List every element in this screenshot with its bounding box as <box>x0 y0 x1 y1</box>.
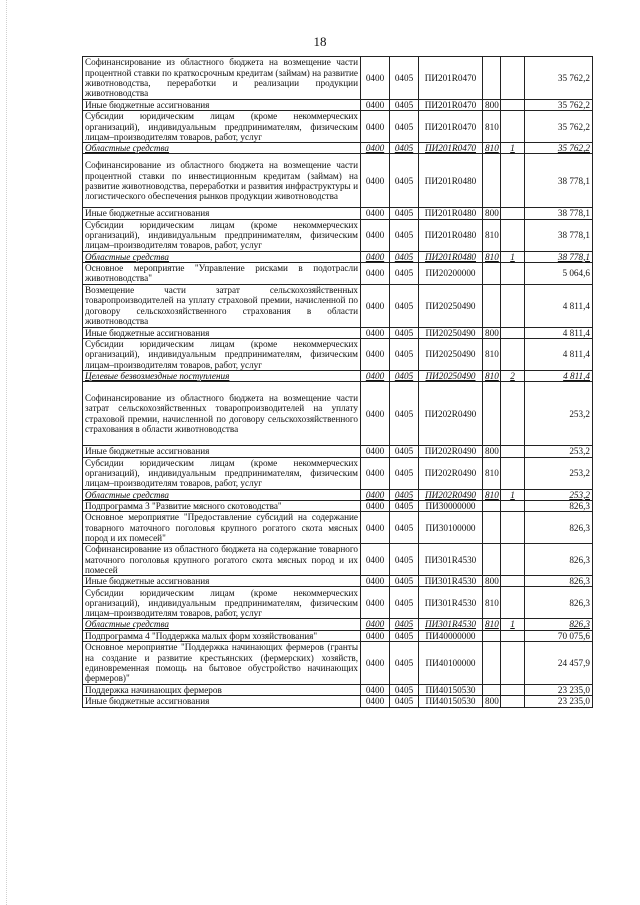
row-funding-source <box>501 446 525 457</box>
row-name: Софинансирование из областного бюджета на возмещение части процентной ставки по краткосрочным кредитам (займам) на развитие животноводства, переработки и реализации продукции животноводства <box>83 57 361 100</box>
row-expense-type <box>483 500 501 511</box>
table-row <box>83 587 593 619</box>
row-ministry-code: 0400 <box>361 642 390 685</box>
row-section-code: 0405 <box>390 143 419 154</box>
row-funding-source <box>501 500 525 511</box>
table-row <box>83 696 593 707</box>
row-name: Подпрограмма 4 "Поддержка малых форм хозяйствования" <box>83 630 361 641</box>
table-row <box>83 143 593 154</box>
row-amount: 826,3 <box>525 512 593 544</box>
row-funding-source <box>501 219 525 251</box>
row-expense-type <box>483 685 501 696</box>
table-row <box>83 446 593 457</box>
row-funding-source <box>501 642 525 685</box>
row-expense-type: 810 <box>483 143 501 154</box>
row-expense-type: 800 <box>483 208 501 219</box>
row-target-code: ПИ201R0470 <box>419 100 483 111</box>
row-target-code: ПИ201R0480 <box>419 208 483 219</box>
row-amount: 35 762,2 <box>525 143 593 154</box>
row-amount: 35 762,2 <box>525 100 593 111</box>
row-target-code: ПИ20200000 <box>419 263 483 285</box>
row-target-code: ПИ202R0490 <box>419 489 483 500</box>
row-funding-source <box>501 512 525 544</box>
table-row <box>83 338 593 370</box>
row-section-code: 0405 <box>390 219 419 251</box>
row-amount: 826,3 <box>525 500 593 511</box>
row-funding-source <box>501 457 525 489</box>
row-expense-type: 810 <box>483 338 501 370</box>
row-expense-type <box>483 263 501 285</box>
row-ministry-code: 0400 <box>361 685 390 696</box>
row-name: Иные бюджетные ассигнования <box>83 327 361 338</box>
row-name: Субсидии юридическим лицам (кроме некоммерческих организаций), индивидуальным предпринимателям, физическим лицам–производителям товаров, работ, услуг <box>83 338 361 370</box>
row-ministry-code: 0400 <box>361 576 390 587</box>
row-ministry-code: 0400 <box>361 263 390 285</box>
row-expense-type: 810 <box>483 457 501 489</box>
row-name: Субсидии юридическим лицам (кроме некоммерческих организаций), индивидуальным предпринимателям, физическим лицам–производителям товаров, работ, услуг <box>83 111 361 143</box>
row-target-code: ПИ301R4530 <box>419 587 483 619</box>
row-amount: 38 778,1 <box>525 251 593 262</box>
row-amount: 23 235,0 <box>525 685 593 696</box>
table-row <box>83 512 593 544</box>
row-section-code: 0405 <box>390 263 419 285</box>
row-amount: 4 811,4 <box>525 370 593 381</box>
row-funding-source <box>501 696 525 707</box>
row-ministry-code: 0400 <box>361 154 390 208</box>
row-section-code: 0405 <box>390 696 419 707</box>
row-amount: 253,2 <box>525 457 593 489</box>
row-amount: 253,2 <box>525 489 593 500</box>
row-funding-source <box>501 587 525 619</box>
row-expense-type: 810 <box>483 219 501 251</box>
row-funding-source <box>501 284 525 327</box>
row-section-code: 0405 <box>390 284 419 327</box>
row-section-code: 0405 <box>390 685 419 696</box>
row-target-code: ПИ201R0480 <box>419 154 483 208</box>
row-expense-type: 810 <box>483 111 501 143</box>
table-row <box>83 457 593 489</box>
table-row <box>83 111 593 143</box>
row-funding-source <box>501 382 525 446</box>
row-target-code: ПИ301R4530 <box>419 619 483 630</box>
row-name: Иные бюджетные ассигнования <box>83 576 361 587</box>
row-funding-source <box>501 338 525 370</box>
row-name: Иные бюджетные ассигнования <box>83 696 361 707</box>
row-target-code: ПИ40100000 <box>419 642 483 685</box>
row-ministry-code: 0400 <box>361 512 390 544</box>
row-name: Иные бюджетные ассигнования <box>83 208 361 219</box>
row-target-code: ПИ201R0470 <box>419 143 483 154</box>
row-funding-source <box>501 111 525 143</box>
row-funding-source <box>501 630 525 641</box>
row-target-code: ПИ20250490 <box>419 370 483 381</box>
row-amount: 35 762,2 <box>525 111 593 143</box>
table-row <box>83 619 593 630</box>
row-amount: 826,3 <box>525 619 593 630</box>
row-name: Софинансирование из областного бюджета на содержание товарного маточного поголовья крупного рогатого скота мясных пород и их помесей <box>83 544 361 576</box>
row-target-code: ПИ20250490 <box>419 327 483 338</box>
table-row <box>83 630 593 641</box>
row-amount: 253,2 <box>525 382 593 446</box>
row-target-code: ПИ301R4530 <box>419 544 483 576</box>
row-amount: 826,3 <box>525 544 593 576</box>
row-expense-type: 800 <box>483 576 501 587</box>
row-section-code: 0405 <box>390 544 419 576</box>
row-section-code: 0405 <box>390 370 419 381</box>
row-funding-source <box>501 57 525 100</box>
row-name: Основное мероприятие "Поддержка начинающих фермеров (гранты на создание и развитие крестьянских (фермерских) хозяйств, единовременная помощь на бытовое обустройство начинающих фермеров)" <box>83 642 361 685</box>
row-ministry-code: 0400 <box>361 284 390 327</box>
row-ministry-code: 0400 <box>361 219 390 251</box>
row-name: Иные бюджетные ассигнования <box>83 100 361 111</box>
row-expense-type: 800 <box>483 696 501 707</box>
row-ministry-code: 0400 <box>361 457 390 489</box>
row-expense-type: 800 <box>483 327 501 338</box>
row-ministry-code: 0400 <box>361 500 390 511</box>
row-target-code: ПИ201R0480 <box>419 219 483 251</box>
row-ministry-code: 0400 <box>361 100 390 111</box>
row-ministry-code: 0400 <box>361 327 390 338</box>
row-expense-type: 810 <box>483 619 501 630</box>
row-name: Областные средства <box>83 143 361 154</box>
row-amount: 4 811,4 <box>525 327 593 338</box>
row-section-code: 0405 <box>390 57 419 100</box>
row-target-code: ПИ20250490 <box>419 284 483 327</box>
row-name: Основное мероприятие "Управление рисками в подотрасли животноводства" <box>83 263 361 285</box>
row-expense-type: 810 <box>483 370 501 381</box>
table-row <box>83 544 593 576</box>
row-funding-source: 1 <box>501 619 525 630</box>
row-section-code: 0405 <box>390 642 419 685</box>
row-ministry-code: 0400 <box>361 57 390 100</box>
row-amount: 38 778,1 <box>525 219 593 251</box>
row-funding-source: 1 <box>501 489 525 500</box>
table-row <box>83 251 593 262</box>
row-target-code: ПИ40000000 <box>419 630 483 641</box>
row-section-code: 0405 <box>390 446 419 457</box>
row-section-code: 0405 <box>390 576 419 587</box>
row-expense-type: 810 <box>483 251 501 262</box>
row-expense-type <box>483 57 501 100</box>
row-expense-type: 810 <box>483 489 501 500</box>
row-target-code: ПИ201R0470 <box>419 111 483 143</box>
row-amount: 4 811,4 <box>525 284 593 327</box>
row-amount: 23 235,0 <box>525 696 593 707</box>
row-target-code: ПИ202R0490 <box>419 382 483 446</box>
row-amount: 253,2 <box>525 446 593 457</box>
row-expense-type <box>483 512 501 544</box>
row-ministry-code: 0400 <box>361 370 390 381</box>
row-ministry-code: 0400 <box>361 446 390 457</box>
row-ministry-code: 0400 <box>361 696 390 707</box>
row-target-code: ПИ40150530 <box>419 685 483 696</box>
row-section-code: 0405 <box>390 619 419 630</box>
row-amount: 5 064,6 <box>525 263 593 285</box>
row-ministry-code: 0400 <box>361 489 390 500</box>
table-row <box>83 500 593 511</box>
row-funding-source <box>501 685 525 696</box>
row-expense-type: 800 <box>483 446 501 457</box>
row-section-code: 0405 <box>390 382 419 446</box>
row-name: Софинансирование из областного бюджета на возмещение части процентной ставки по инвестиционным кредитам (займам) на развитие животноводства, переработки и развития инфраструктуры и логистического обеспечения рынков продукции животноводства <box>83 154 361 208</box>
table-row <box>83 489 593 500</box>
table-row <box>83 284 593 327</box>
row-name: Целевые безвозмездные поступления <box>83 370 361 381</box>
row-section-code: 0405 <box>390 251 419 262</box>
budget-table <box>82 56 593 708</box>
row-amount: 35 762,2 <box>525 57 593 100</box>
row-name: Субсидии юридическим лицам (кроме некоммерческих организаций), индивидуальным предпринимателям, физическим лицам–производителям товаров, работ, услуг <box>83 587 361 619</box>
row-ministry-code: 0400 <box>361 382 390 446</box>
row-amount: 4 811,4 <box>525 338 593 370</box>
row-name: Основное мероприятие "Предоставление субсидий на содержание товарного маточного поголовья крупного рогатого скота мясных пород и их помесей" <box>83 512 361 544</box>
row-ministry-code: 0400 <box>361 143 390 154</box>
row-amount: 38 778,1 <box>525 154 593 208</box>
row-target-code: ПИ201R0480 <box>419 251 483 262</box>
row-name: Субсидии юридическим лицам (кроме некоммерческих организаций), индивидуальным предпринимателям, физическим лицам–производителям товаров, работ, услуг <box>83 457 361 489</box>
row-target-code: ПИ301R4530 <box>419 576 483 587</box>
row-section-code: 0405 <box>390 587 419 619</box>
row-expense-type: 800 <box>483 100 501 111</box>
row-target-code: ПИ40150530 <box>419 696 483 707</box>
row-funding-source <box>501 327 525 338</box>
row-funding-source <box>501 544 525 576</box>
row-section-code: 0405 <box>390 630 419 641</box>
row-name: Возмещение части затрат сельскохозяйственных товаропроизводителей на уплату страховой премии, начисленной по договору сельскохозяйственного страхования в области животноводства <box>83 284 361 327</box>
row-funding-source <box>501 154 525 208</box>
row-expense-type <box>483 154 501 208</box>
row-amount: 826,3 <box>525 587 593 619</box>
table-row <box>83 57 593 100</box>
row-name: Областные средства <box>83 619 361 630</box>
table-row <box>83 576 593 587</box>
row-funding-source <box>501 208 525 219</box>
table-row <box>83 208 593 219</box>
row-name: Иные бюджетные ассигнования <box>83 446 361 457</box>
row-name: Областные средства <box>83 489 361 500</box>
row-section-code: 0405 <box>390 489 419 500</box>
table-row <box>83 685 593 696</box>
table-row <box>83 642 593 685</box>
table-row <box>83 154 593 208</box>
row-ministry-code: 0400 <box>361 251 390 262</box>
row-amount: 826,3 <box>525 576 593 587</box>
table-row <box>83 327 593 338</box>
row-amount: 70 075,6 <box>525 630 593 641</box>
row-ministry-code: 0400 <box>361 630 390 641</box>
row-section-code: 0405 <box>390 512 419 544</box>
row-section-code: 0405 <box>390 338 419 370</box>
row-expense-type <box>483 544 501 576</box>
row-funding-source <box>501 576 525 587</box>
row-expense-type <box>483 382 501 446</box>
row-ministry-code: 0400 <box>361 208 390 219</box>
table-row <box>83 382 593 446</box>
row-section-code: 0405 <box>390 457 419 489</box>
table-row <box>83 100 593 111</box>
row-section-code: 0405 <box>390 154 419 208</box>
row-funding-source: 2 <box>501 370 525 381</box>
row-expense-type: 810 <box>483 587 501 619</box>
row-target-code: ПИ202R0490 <box>419 446 483 457</box>
row-section-code: 0405 <box>390 111 419 143</box>
row-funding-source: 1 <box>501 143 525 154</box>
budget-table-body <box>83 57 593 708</box>
row-target-code: ПИ201R0470 <box>419 57 483 100</box>
row-section-code: 0405 <box>390 500 419 511</box>
row-target-code: ПИ20250490 <box>419 338 483 370</box>
row-name: Субсидии юридическим лицам (кроме некоммерческих организаций), индивидуальным предпринимателям, физическим лицам–производителям товаров, работ, услуг <box>83 219 361 251</box>
row-expense-type <box>483 630 501 641</box>
row-amount: 24 457,9 <box>525 642 593 685</box>
row-target-code: ПИ30100000 <box>419 512 483 544</box>
row-expense-type <box>483 642 501 685</box>
row-target-code: ПИ202R0490 <box>419 457 483 489</box>
row-ministry-code: 0400 <box>361 338 390 370</box>
scan-edge <box>0 0 7 905</box>
row-section-code: 0405 <box>390 208 419 219</box>
table-row <box>83 370 593 381</box>
row-funding-source <box>501 263 525 285</box>
row-section-code: 0405 <box>390 100 419 111</box>
row-ministry-code: 0400 <box>361 619 390 630</box>
row-ministry-code: 0400 <box>361 587 390 619</box>
row-name: Софинансирование из областного бюджета на возмещение части затрат сельскохозяйственных товаропроизводителей на уплату страховой премии, начисленной по договору сельскохозяйственного страхования в области животноводства <box>83 382 361 446</box>
row-funding-source <box>501 100 525 111</box>
row-name: Областные средства <box>83 251 361 262</box>
row-funding-source: 1 <box>501 251 525 262</box>
table-row <box>83 263 593 285</box>
row-expense-type <box>483 284 501 327</box>
row-target-code: ПИ30000000 <box>419 500 483 511</box>
row-ministry-code: 0400 <box>361 544 390 576</box>
table-row <box>83 219 593 251</box>
row-ministry-code: 0400 <box>361 111 390 143</box>
row-section-code: 0405 <box>390 327 419 338</box>
page-number: 18 <box>313 34 327 49</box>
row-name: Подпрограмма 3 "Развитие мясного скотоводства" <box>83 500 361 511</box>
row-amount: 38 778,1 <box>525 208 593 219</box>
row-name: Поддержка начинающих фермеров <box>83 685 361 696</box>
